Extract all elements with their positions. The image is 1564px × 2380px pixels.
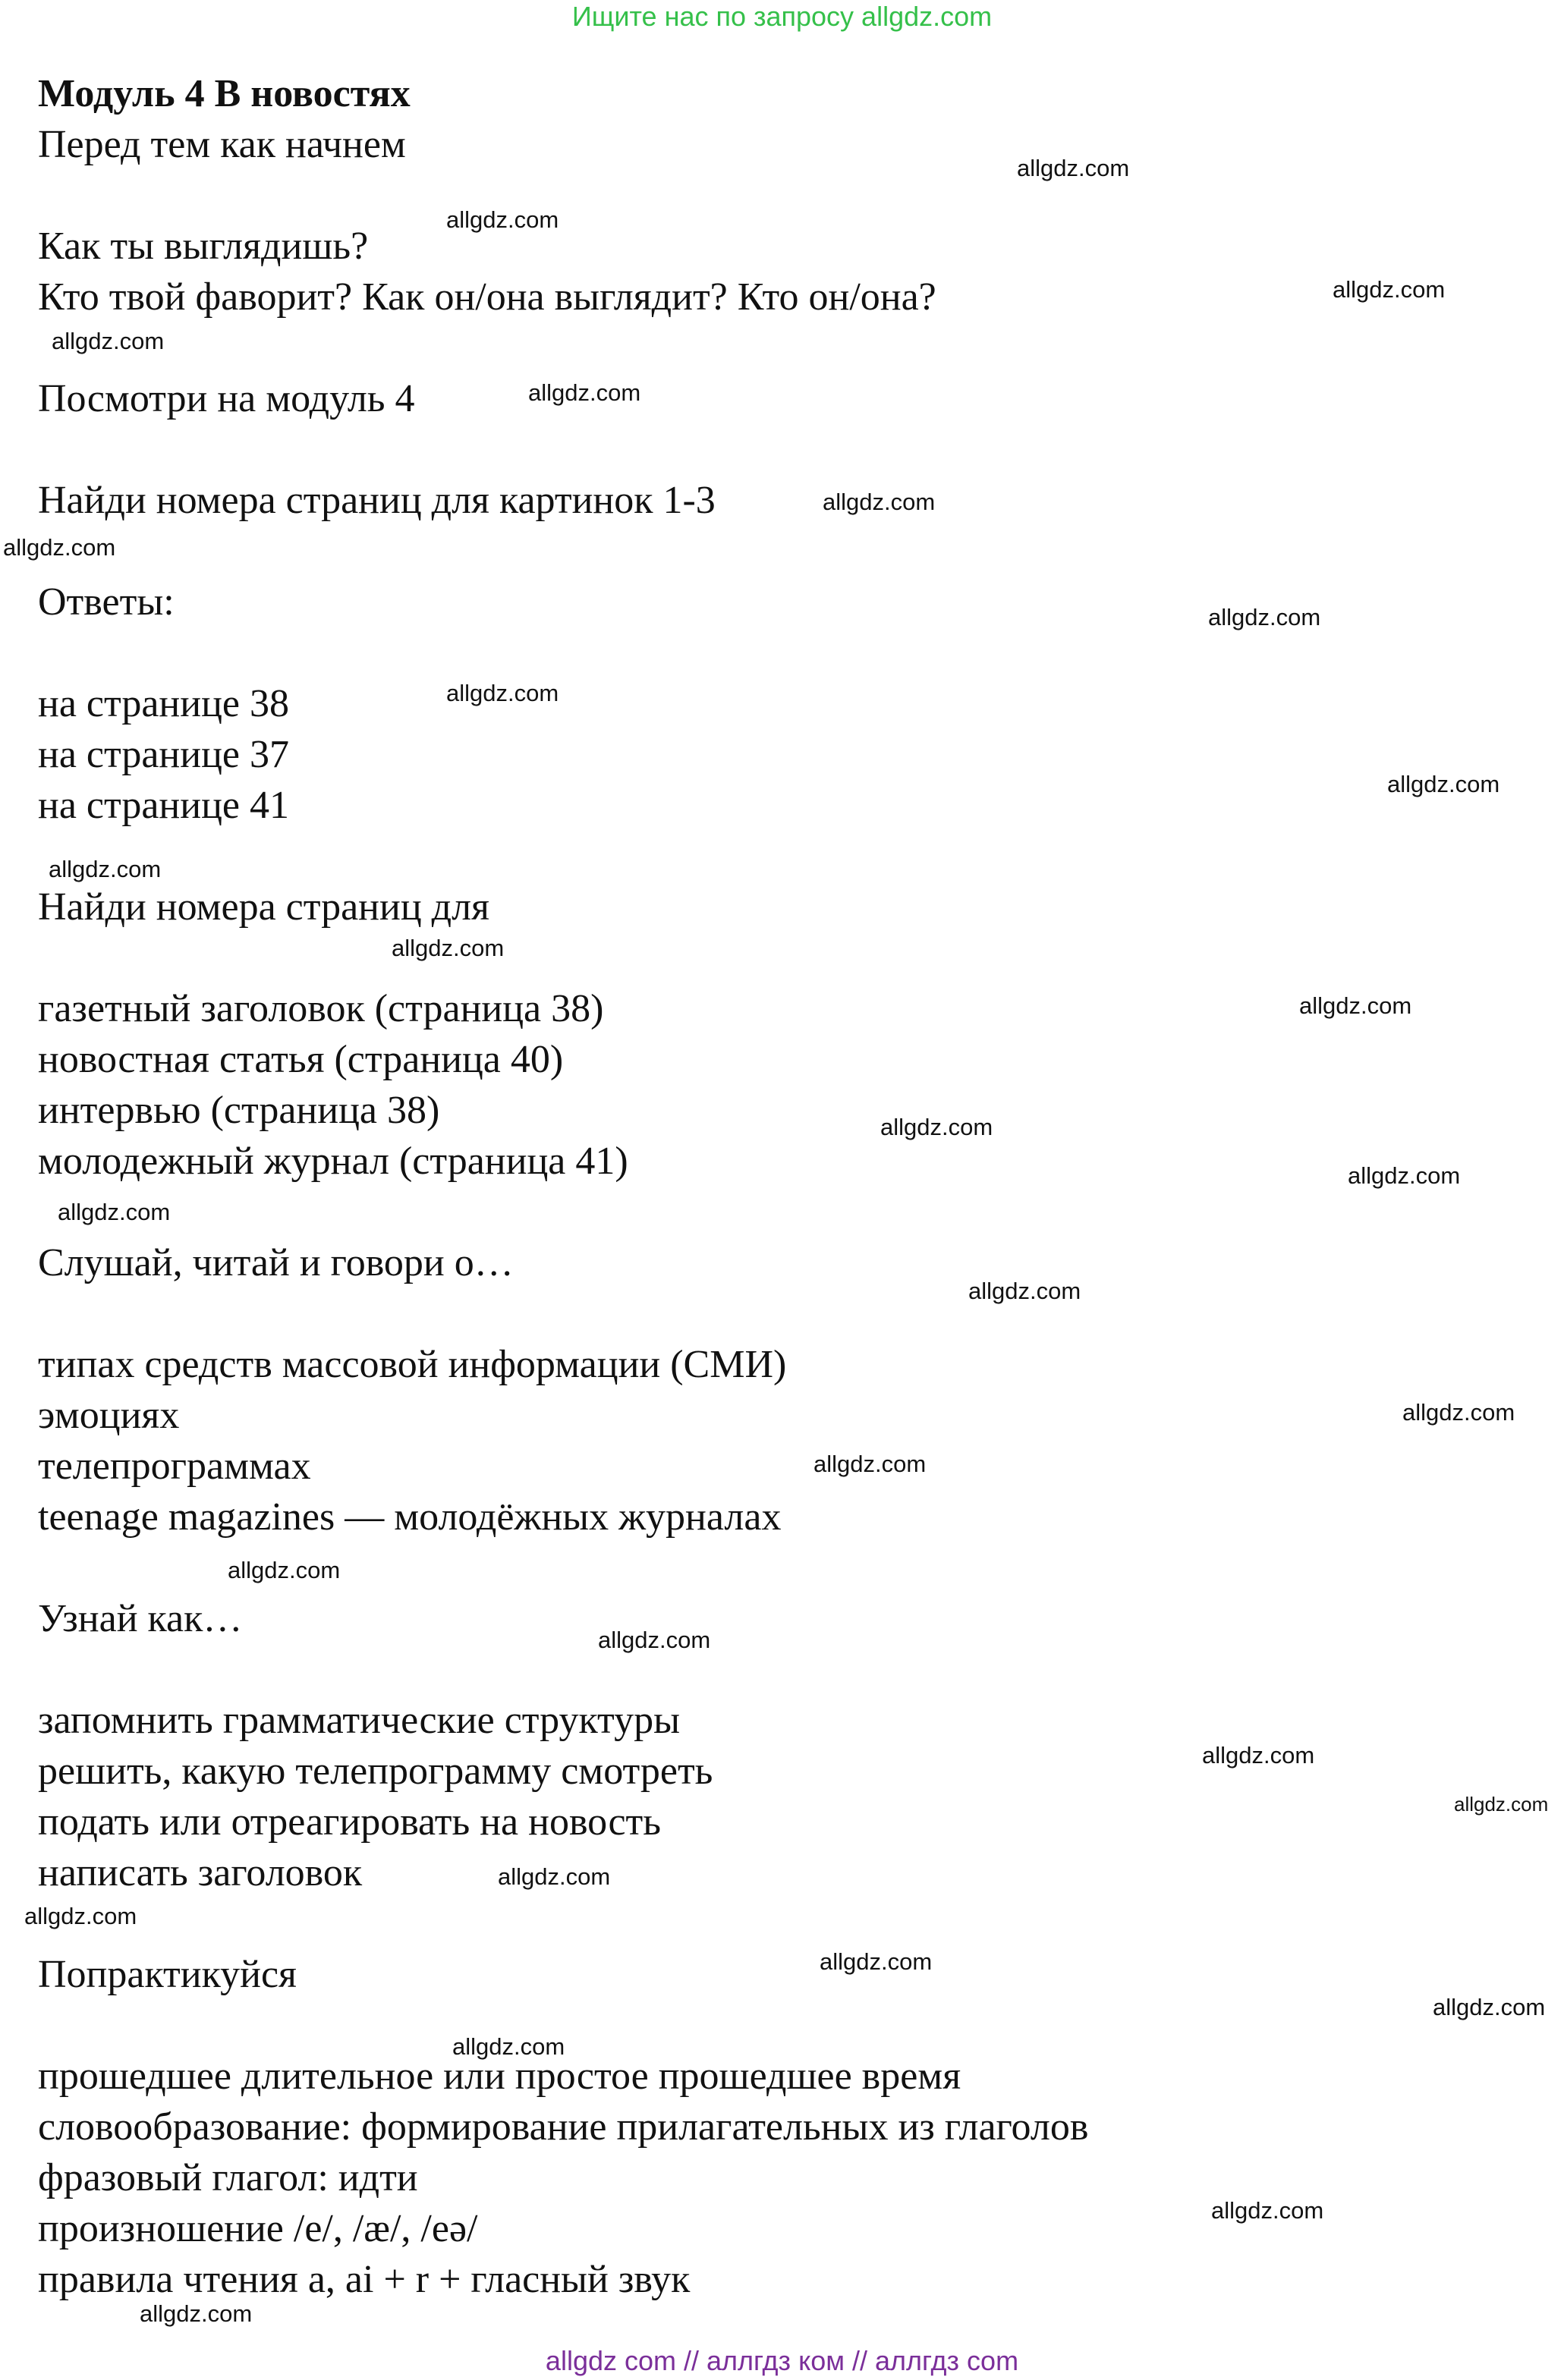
- watermark: allgdz.com: [598, 1627, 711, 1653]
- question-how-look: Как ты выглядишь?: [38, 225, 369, 268]
- find-pages-pictures: Найди номера страниц для картинок 1-3: [38, 479, 716, 522]
- skill-item: подать или отреагировать на новость: [38, 1800, 661, 1844]
- watermark: allgdz.com: [3, 534, 116, 561]
- spacer: [38, 932, 1252, 983]
- practice-item: произношение /e/, /æ/, /eə/: [38, 2207, 478, 2250]
- watermark: allgdz.com: [1211, 2197, 1324, 2224]
- watermark: allgdz.com: [1454, 1793, 1549, 1816]
- page-item: новостная статья (страница 40): [38, 1038, 564, 1081]
- watermark: allgdz.com: [58, 1199, 171, 1225]
- spacer: [38, 627, 1252, 678]
- footer-links[interactable]: allgdz com // аллгдз ком // аллгдз com: [545, 2345, 1019, 2376]
- watermark: allgdz.com: [452, 2033, 565, 2060]
- watermark: allgdz.com: [528, 379, 641, 406]
- top-banner[interactable]: Ищите нас по запросу allgdz.com: [571, 1, 993, 32]
- watermark: allgdz.com: [49, 856, 162, 882]
- practice-item: словообразование: формирование прилагательных из глаголов: [38, 2105, 1089, 2149]
- spacer: [38, 322, 1252, 373]
- topic-item: эмоциях: [38, 1394, 180, 1437]
- watermark: allgdz.com: [1202, 1742, 1315, 1768]
- watermark: allgdz.com: [140, 2300, 253, 2327]
- spacer: [38, 831, 1252, 882]
- page-item: газетный заголовок (страница 38): [38, 987, 604, 1030]
- page-item: интервью (страница 38): [38, 1089, 440, 1132]
- watermark: allgdz.com: [1333, 276, 1446, 303]
- watermark: allgdz.com: [1402, 1399, 1515, 1426]
- spacer: [38, 526, 1252, 577]
- skill-item: решить, какую телепрограмму смотреть: [38, 1750, 713, 1793]
- find-pages-for: Найди номера страниц для: [38, 885, 489, 929]
- watermark: allgdz.com: [823, 489, 936, 515]
- watermark: allgdz.com: [1433, 1994, 1546, 2020]
- topic-item: телепрограммах: [38, 1445, 311, 1488]
- watermark: allgdz.com: [968, 1278, 1081, 1304]
- watermark: allgdz.com: [24, 1903, 137, 1929]
- watermark: allgdz.com: [392, 935, 505, 961]
- look-at-module: Посмотри на модуль 4: [38, 377, 415, 420]
- watermark: allgdz.com: [498, 1863, 611, 1890]
- topic-item: teenage magazines — молодёжных журналах: [38, 1495, 782, 1539]
- practice-item: правила чтения a, ai + r + гласный звук: [38, 2258, 691, 2301]
- watermark: allgdz.com: [1387, 771, 1500, 797]
- module-title: Модуль 4 В новостях: [38, 72, 411, 115]
- spacer: [38, 2000, 1252, 2051]
- document-body: [38, 68, 1252, 2305]
- answer-item: на странице 38: [38, 682, 289, 725]
- practice-item: прошедшее длительное или простое прошедшее время: [38, 2055, 961, 2098]
- section-before-start: Перед тем как начнем: [38, 123, 406, 166]
- spacer: [38, 1542, 1252, 1593]
- skill-item: запомнить грамматические структуры: [38, 1699, 681, 1742]
- answer-item: на странице 37: [38, 733, 289, 776]
- spacer: [38, 424, 1252, 475]
- practice-heading: Попрактикуйся: [38, 1953, 297, 1996]
- watermark: allgdz.com: [813, 1451, 927, 1477]
- watermark: allgdz.com: [228, 1557, 341, 1583]
- question-favorite: Кто твой фаворит? Как он/она выглядит? Кто он/она?: [38, 275, 936, 319]
- watermark: allgdz.com: [1017, 155, 1130, 181]
- watermark: allgdz.com: [1348, 1162, 1461, 1189]
- spacer: [38, 1898, 1252, 1949]
- learn-how: Узнай как…: [38, 1597, 243, 1640]
- watermark: allgdz.com: [52, 328, 165, 354]
- answers-label: Ответы:: [38, 580, 175, 624]
- practice-item: фразовый глагол: идти: [38, 2156, 418, 2199]
- watermark: allgdz.com: [1208, 604, 1321, 630]
- page-item: молодежный журнал (страница 41): [38, 1140, 628, 1183]
- answer-item: на странице 41: [38, 784, 289, 827]
- watermark: allgdz.com: [820, 1948, 933, 1975]
- watermark: allgdz.com: [1299, 992, 1412, 1019]
- watermark: allgdz.com: [446, 680, 559, 706]
- spacer: [38, 1187, 1252, 1237]
- watermark: allgdz.com: [446, 206, 559, 233]
- watermark: allgdz.com: [880, 1114, 993, 1140]
- topic-item: типах средств массовой информации (СМИ): [38, 1343, 787, 1386]
- skill-item: написать заголовок: [38, 1851, 363, 1894]
- listen-read-speak: Слушай, читай и говори о…: [38, 1241, 514, 1284]
